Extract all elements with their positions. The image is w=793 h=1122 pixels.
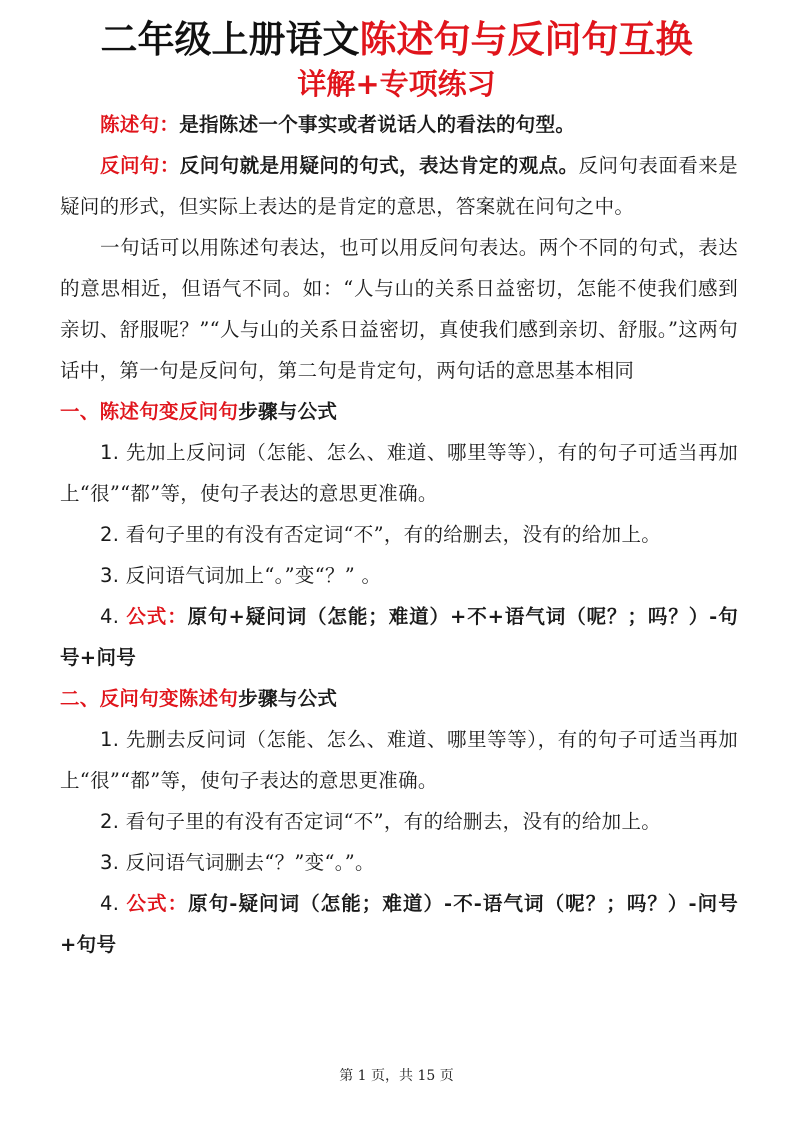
step-number: 1. [100,728,120,751]
section-heading-2-title: 二、反问句变陈述句 [60,687,239,710]
definition-declarative [60,104,738,145]
step-text: 反问语气词加上“。”变“？” 。 [125,564,382,587]
section2-step1 [60,719,738,801]
definition-rhetorical-bold: 反问句就是用疑问的句式，表达肯定的观点。 [179,154,579,177]
section1-step4 [60,596,738,678]
step-number: 4. [100,605,120,628]
step-text: 看句子里的有没有否定词“不”，有的给删去，没有的给加上。 [125,810,662,833]
step-number: 1. [100,441,120,464]
definition-declarative-text: 是指陈述一个事实或者说话人的看法的句型。 [179,113,576,136]
step-number: 3. [100,564,120,587]
section-heading-2-suffix: 步骤与公式 [238,687,338,710]
page-number: 第 1 页，共 15 页 [339,1068,454,1084]
section1-step3 [60,555,738,596]
page-title [0,16,793,64]
definition-rhetorical-text: 反问句表面看来是疑问的形式，但实际上表达的是肯定的意思，答案就在问句之中。 [60,154,738,218]
explanation-paragraph: 一句话可以用陈述句表达，也可以用反问句表达。两个不同的句式，表达的意思相近，但语气不同。如：“人与山的关系日益密切，怎能不使我们感到亲切、舒服呢？”“人与山的关系日益密切，真使我们感到亲切、舒服。”这两句话中，第一句是反问句，第二句是肯定句，两句话的意思基本相同 [60,236,738,382]
section-heading-1-title: 一、陈述句变反问句 [60,400,239,423]
section-heading-2 [60,678,738,719]
step-number: 4. [100,892,120,915]
section-heading-1 [60,391,738,432]
step-text: 反问语气词删去“？”变“。”。 [125,851,375,874]
step-number: 3. [100,851,120,874]
formula-text: 原句+疑问词（怎能；难道）+不+语气词（呢？；吗？）-句号+问号 [60,605,738,669]
formula-label: 公式： [126,892,189,915]
step-number: 2. [100,523,120,546]
page-subtitle: 详解+专项练习 [297,67,496,101]
document-body [60,104,738,965]
step-text: 看句子里的有没有否定词“不”，有的给删去，没有的给加上。 [125,523,662,546]
formula-label: 公式： [126,605,188,628]
term-rhetorical: 反问句： [100,154,180,177]
definition-rhetorical [60,145,738,227]
section2-step4 [60,883,738,965]
section1-step2 [60,514,738,555]
page-title-grade: 二年级上册语文 [100,18,360,61]
section-heading-1-suffix: 步骤与公式 [238,400,338,423]
section1-step1 [60,432,738,514]
step-text: 先加上反问词（怎能、怎么、难道、哪里等等），有的句子可适当再加上“很”“都”等，使句子表达的意思更准确。 [60,441,738,505]
formula-text: 原句-疑问词（怎能；难道）-不-语气词（呢？；吗？）-问号+句号 [60,892,739,956]
page-title-topic: 陈述句与反问句互换 [359,18,693,61]
term-declarative: 陈述句： [100,113,180,136]
step-text: 先删去反问词（怎能、怎么、难道、哪里等等），有的句子可适当再加上“很”“都”等，使句子表达的意思更准确。 [60,728,738,792]
section2-step3 [60,842,738,883]
section2-step2 [60,801,738,842]
step-number: 2. [100,810,120,833]
